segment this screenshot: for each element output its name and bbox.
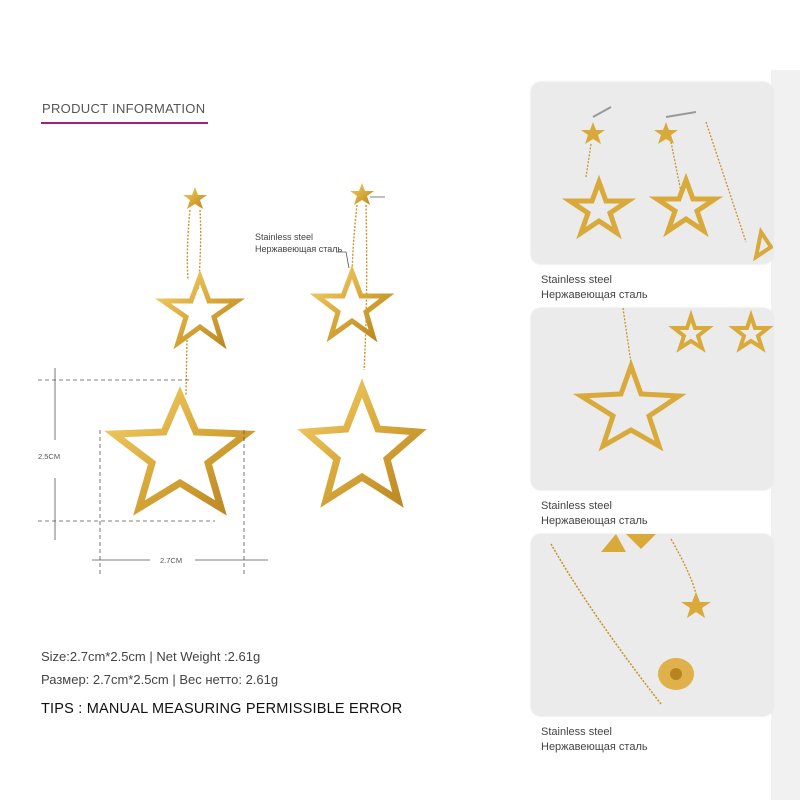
panel-1-caption-en: Stainless steel [541,274,612,286]
panel-2-caption-en: Stainless steel [541,500,612,512]
material-callout [255,231,342,255]
panel-3-caption-ru: Нержавеющая сталь [541,741,648,753]
right-small-star [317,272,387,336]
side-decoration [771,70,800,800]
panel-3-caption [541,725,648,755]
panel-1-caption-ru: Нержавеющая сталь [541,289,648,301]
width-label: 2.7CM [160,556,183,565]
spec-line-en: Size:2.7cm*2.5cm | Net Weight :2.61g [41,649,261,664]
left-chain-lower [186,340,187,395]
callout-line1: Stainless steel [255,232,314,242]
panel-3-caption-en: Stainless steel [541,726,612,738]
left-large-star [114,395,246,508]
detail-photo-2 [531,308,773,490]
left-small-star [163,277,237,343]
earrings-illustration [0,170,440,590]
panel-2-caption-ru: Нержавеющая сталь [541,515,648,527]
section-underline [41,122,208,124]
height-label: 2.5CM [38,452,61,461]
detail-photo-3 [531,534,773,716]
right-large-star [306,388,418,500]
right-stud-star [350,183,374,205]
callout-line2: Нержавеющая сталь [255,244,343,254]
panel-2-caption [541,499,648,529]
section-title: PRODUCT INFORMATION [42,101,206,116]
spec-line-ru: Размер: 2.7cm*2.5cm | Вес нетто: 2.61g [41,672,279,687]
left-stud-star [183,187,207,209]
panel-1-caption [541,273,648,303]
tips-text: TIPS : MANUAL MEASURING PERMISSIBLE ERROR [41,701,403,717]
detail-photo-1 [531,82,773,264]
left-earring [114,187,246,508]
